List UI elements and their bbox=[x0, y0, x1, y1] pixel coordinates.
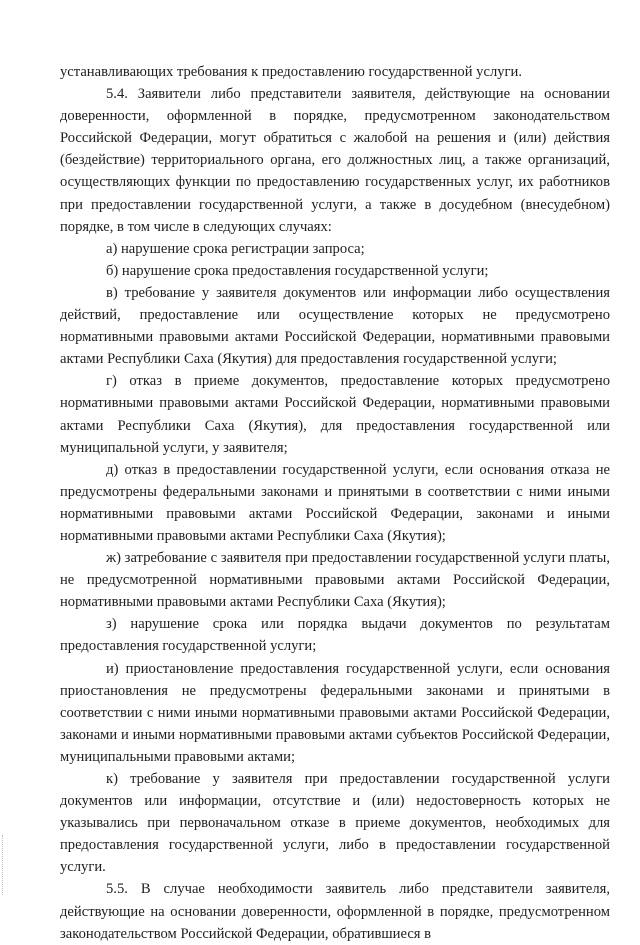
list-item-b: б) нарушение срока предоставления государственной услуги; bbox=[106, 262, 489, 279]
list-item-a: а) нарушение срока регистрации запроса; bbox=[106, 240, 365, 257]
list-item-v: в) требование у заявителя документов или информации либо осуществления действий, предоставление или осуществление которых не предусмотрено нормативными правовыми актами Российской Федерации, нормативными правовыми актами Республики Саха (Якутия) для предоставления государственной услуги; bbox=[60, 284, 610, 368]
document-body bbox=[60, 61, 610, 945]
list-item-i: и) приостановление предоставления государственной услуги, если основания приостановления не предусмотрены федеральными законами и принятыми в соответствии с ними иными нормативными правовыми актами Российской Федерации, законами и иными нормативными правовыми актами субъектов Российской Федерации, муниципальными правовыми актами; bbox=[60, 660, 610, 765]
list-item-zh: ж) затребование с заявителя при предоставлении государственной услуги платы, не предусмотренной нормативными правовыми актами Российской Федерации, нормативными правовыми актами Республики Саха (Якутия); bbox=[60, 550, 610, 611]
scan-margin-mark bbox=[2, 835, 6, 895]
list-item-g: г) отказ в приеме документов, предоставление которых предусмотрено нормативными правовыми актами Российской Федерации, нормативными правовыми актами Республики Саха (Якутия), для предоставления государственной или муниципальной услуги, у заявителя; bbox=[60, 373, 610, 456]
list-item-z: з) нарушение срока или порядка выдачи документов по результатам предоставления государственной услуги; bbox=[60, 616, 610, 655]
list-item-d: д) отказ в предоставлении государственной услуги, если основания отказа не предусмотрены федеральными законами и принятыми в соответствии с ними иными нормативными правовыми актами Российской Федерации, законами и иными нормативными правовыми актами Республики Саха (Якутия); bbox=[60, 461, 610, 544]
paragraph-continuation: устанавливающих требования к предоставлению государственной услуги. bbox=[60, 64, 522, 80]
list-item-k: к) требование у заявителя при предоставлении государственной услуги документов или информации, отсутствие и (или) недостоверность которых не указывались при первоначальном отказе в приеме документов, необходимых для предоставления государственной услуги, либо в предоставлении государственной услуги. bbox=[60, 771, 610, 876]
paragraph-5-4: 5.4. Заявители либо представители заявителя, действующие на основании доверенности, оформленной в порядке, предусмотренном законодательством Российской Федерации, могут обратиться с жалобой на решения и (или) действия (бездействие) территориального органа, его должностных лиц, а также организаций, осуществляющих функции по предоставлению государственных услуг, их работников при предоставлении государственной услуги, а также в досудебном (внесудебном) порядке, в том числе в следующих случаях: bbox=[60, 86, 610, 235]
paragraph-5-5: 5.5. В случае необходимости заявитель либо представители заявителя, действующие на основании доверенности, оформленной в порядке, предусмотренном законодательством Российской Федерации, обратившиеся в bbox=[60, 881, 610, 942]
